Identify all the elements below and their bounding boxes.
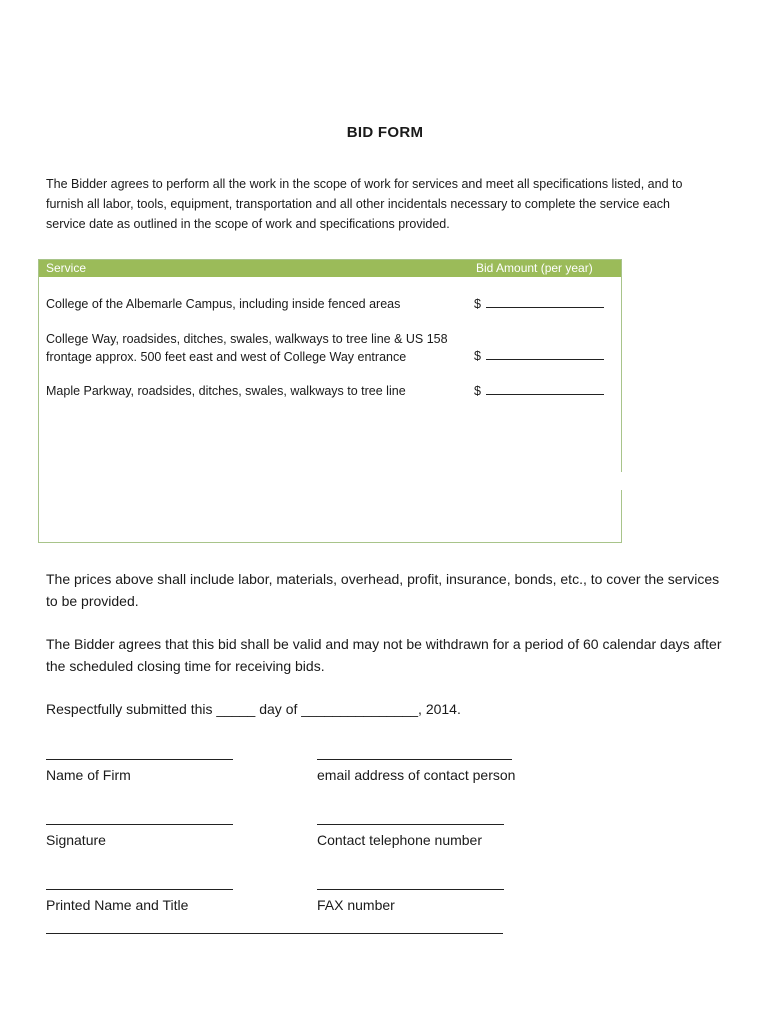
submitted-line: Respectfully submitted this _____ day of _______________, 2014. xyxy=(46,701,461,717)
form-title: BID FORM xyxy=(346,124,424,141)
validity-paragraph xyxy=(46,633,736,677)
paragraph-line: The prices above shall include labor, materials, overhead, profit, insurance, bonds, etc., to cover the services xyxy=(46,571,720,587)
border-gap xyxy=(619,472,625,490)
service-text: frontage approx. 500 feet east and west of College Way entrance xyxy=(46,350,407,364)
amount-field-1[interactable] xyxy=(474,295,604,313)
service-text: Maple Parkway, roadsides, ditches, swales, walkways to tree line xyxy=(46,384,406,398)
dollar-sign: $ xyxy=(474,297,481,311)
amount-blank[interactable] xyxy=(486,347,604,360)
signature-line[interactable] xyxy=(46,824,233,825)
printed-name-label: Printed Name and Title xyxy=(46,897,189,913)
service-text: College of the Albemarle Campus, including inside fenced areas xyxy=(46,297,401,311)
intro-line: furnish all labor, tools, equipment, transportation and all other incidentals necessary to complete the service each xyxy=(46,197,670,211)
service-row-3 xyxy=(46,382,406,400)
bid-table-header xyxy=(39,260,621,277)
prices-paragraph xyxy=(46,568,736,612)
dollar-sign: $ xyxy=(474,384,481,398)
paragraph-line: The Bidder agrees that this bid shall be valid and may not be withdrawn for a period of 60 calendar days after xyxy=(46,636,722,652)
service-row-1 xyxy=(46,295,400,313)
bottom-rule xyxy=(46,933,503,934)
fax-label: FAX number xyxy=(317,897,395,913)
amount-field-3[interactable] xyxy=(474,382,604,400)
telephone-label: Contact telephone number xyxy=(317,832,482,848)
firm-name-label: Name of Firm xyxy=(46,767,131,783)
service-text: College Way, roadsides, ditches, swales, walkways to tree line & US 158 xyxy=(46,332,448,346)
fax-line[interactable] xyxy=(317,889,504,890)
dollar-sign: $ xyxy=(474,349,481,363)
header-bid-amount: Bid Amount (per year) xyxy=(476,261,593,275)
printed-name-line[interactable] xyxy=(46,889,233,890)
amount-blank[interactable] xyxy=(486,295,604,308)
intro-line: service date as outlined in the scope of work and specifications provided. xyxy=(46,217,450,231)
signature-label: Signature xyxy=(46,832,106,848)
service-row-2 xyxy=(46,330,448,366)
paragraph-line: the scheduled closing time for receiving bids. xyxy=(46,658,325,674)
header-service: Service xyxy=(46,261,87,275)
intro-paragraph xyxy=(46,174,716,234)
email-label: email address of contact person xyxy=(317,767,516,783)
paragraph-line: to be provided. xyxy=(46,593,139,609)
firm-name-line[interactable] xyxy=(46,759,233,760)
telephone-line[interactable] xyxy=(317,824,504,825)
email-line[interactable] xyxy=(317,759,512,760)
amount-blank[interactable] xyxy=(486,382,604,395)
amount-field-2[interactable] xyxy=(474,347,604,365)
intro-line: The Bidder agrees to perform all the work in the scope of work for services and meet all specifications listed, and to xyxy=(46,177,683,191)
